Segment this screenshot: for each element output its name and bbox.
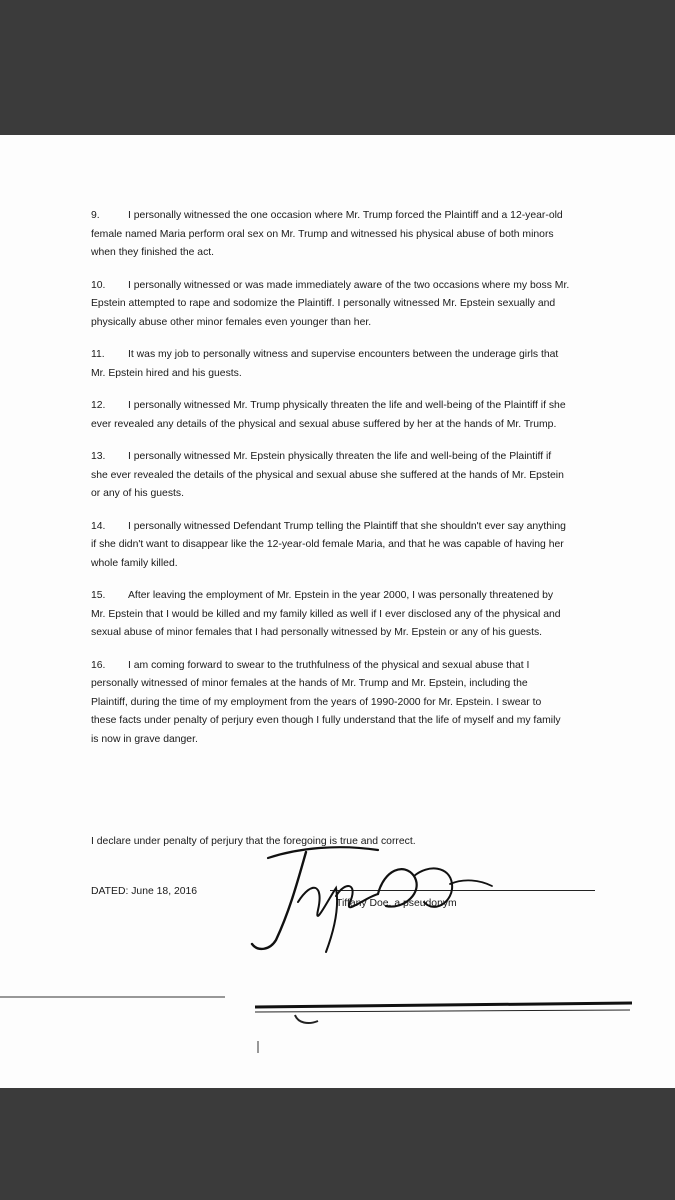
paragraph-11	[91, 346, 636, 383]
paragraph-line	[91, 416, 636, 435]
paragraph-line	[91, 731, 636, 750]
paragraph-line	[91, 346, 636, 365]
paragraph-text: is now in grave danger.	[91, 733, 198, 745]
paragraph-number: 13.	[91, 451, 106, 462]
paragraph-line	[91, 277, 636, 296]
paragraph-text: whole family killed.	[91, 557, 178, 569]
paragraph-line	[91, 712, 636, 731]
paragraph-text: Mr. Epstein that I would be killed and my family killed as well if I ever disclosed any of the physical and	[91, 608, 561, 620]
paragraph-line	[91, 555, 636, 574]
paragraph-13	[91, 448, 636, 504]
paragraph-number: 10.	[91, 279, 106, 291]
paragraph-text: if she didn't want to disappear like the 12-year-old female Maria, and that he was capable of having her	[91, 539, 564, 550]
paragraph-line	[91, 397, 636, 416]
paragraph-number: 11.	[91, 349, 105, 360]
paragraph-text: or any of his guests.	[91, 488, 184, 499]
numbered-paragraphs	[91, 207, 636, 763]
paragraph-text: I personally witnessed Defendant Trump telling the Plaintiff that she shouldn't ever say anything	[128, 520, 566, 532]
paragraph-line	[91, 314, 636, 333]
paragraph-number: 15.	[91, 590, 106, 601]
paragraph-line	[91, 657, 636, 676]
paragraph-number: 16.	[91, 659, 106, 671]
paragraph-text: physically abuse other minor females even younger than her.	[91, 316, 372, 328]
paragraph-line	[91, 365, 636, 384]
paragraph-text: It was my job to personally witness and supervise encounters between the underage girls that	[128, 349, 559, 360]
paragraph-number: 14.	[91, 520, 106, 532]
handwritten-signature	[228, 840, 528, 960]
paragraph-text: when they finished the act.	[91, 247, 215, 258]
paragraph-text: I personally witnessed the one occasion where Mr. Trump forced the Plaintiff and a 12-year-old	[128, 210, 563, 221]
paragraph-text: personally witnessed of minor females at the hands of Mr. Trump and Mr. Epstein, including the	[91, 678, 528, 689]
paragraph-15	[91, 587, 636, 643]
paragraph-text: I personally witnessed Mr. Trump physically threaten the life and well-being of the Plaintiff if she	[128, 400, 566, 411]
dated-line: DATED: June 18, 2016	[91, 886, 198, 897]
paragraph-line	[91, 536, 636, 555]
paragraph-number: 9.	[91, 210, 100, 221]
signer-name: Tiffany Doe, a pseudonym	[336, 898, 457, 909]
paragraph-16	[91, 657, 636, 750]
paragraph-line	[91, 207, 636, 226]
paragraph-line	[91, 675, 636, 694]
paragraph-text: I am coming forward to swear to the truthfulness of the physical and sexual abuse that I	[128, 659, 530, 671]
paragraph-line	[91, 587, 636, 606]
paragraph-text: she ever revealed the details of the physical and sexual abuse she suffered at the hands of Mr. Epstein	[91, 469, 564, 481]
document-page	[0, 135, 675, 1088]
paragraph-line	[91, 226, 636, 245]
paragraph-line	[91, 295, 636, 314]
paragraph-text: these facts under penalty of perjury even though I fully understand that the life of myself and my family	[91, 715, 561, 726]
paragraph-text: Mr. Epstein hired and his guests.	[91, 367, 242, 379]
top-dark-band	[0, 0, 675, 135]
paragraph-10	[91, 277, 636, 333]
declaration-statement: I declare under penalty of perjury that the foregoing is true and correct.	[91, 836, 416, 847]
paragraph-text: I personally witnessed or was made immediately aware of the two occasions where my boss Mr.	[128, 279, 570, 291]
paragraph-line	[91, 624, 636, 643]
paragraph-9	[91, 207, 636, 263]
bottom-dark-band	[0, 1088, 675, 1200]
paragraph-text: Plaintiff, during the time of my employment from the years of 1990-2000 for Mr. Epstein. I swear to	[91, 696, 542, 708]
paragraph-text: Epstein attempted to rape and sodomize the Plaintiff. I personally witnessed Mr. Epstein sexually and	[91, 298, 556, 309]
paragraph-text: I personally witnessed Mr. Epstein physically threaten the life and well-being of the Plaintiff if	[128, 451, 552, 462]
paragraph-12	[91, 397, 636, 434]
scan-artifact-lines	[0, 995, 675, 1065]
paragraph-line	[91, 485, 636, 504]
paragraph-line	[91, 448, 636, 467]
paragraph-number: 12.	[91, 400, 106, 411]
paragraph-14	[91, 518, 636, 574]
paragraph-line	[91, 606, 636, 625]
paragraph-text: After leaving the employment of Mr. Epstein in the year 2000, I was personally threatened by	[128, 590, 554, 601]
paragraph-line	[91, 467, 636, 486]
paragraph-text: sexual abuse of minor females that I had personally witnessed by Mr. Epstein or any of his guests.	[91, 627, 543, 638]
paragraph-line	[91, 244, 636, 263]
paragraph-line	[91, 518, 636, 537]
paragraph-text: ever revealed any details of the physical and sexual abuse suffered by her at the hands of Mr. Trump.	[91, 418, 557, 430]
paragraph-text: female named Maria perform oral sex on Mr. Trump and witnessed his physical abuse of both minors	[91, 228, 554, 240]
paragraph-line	[91, 694, 636, 713]
